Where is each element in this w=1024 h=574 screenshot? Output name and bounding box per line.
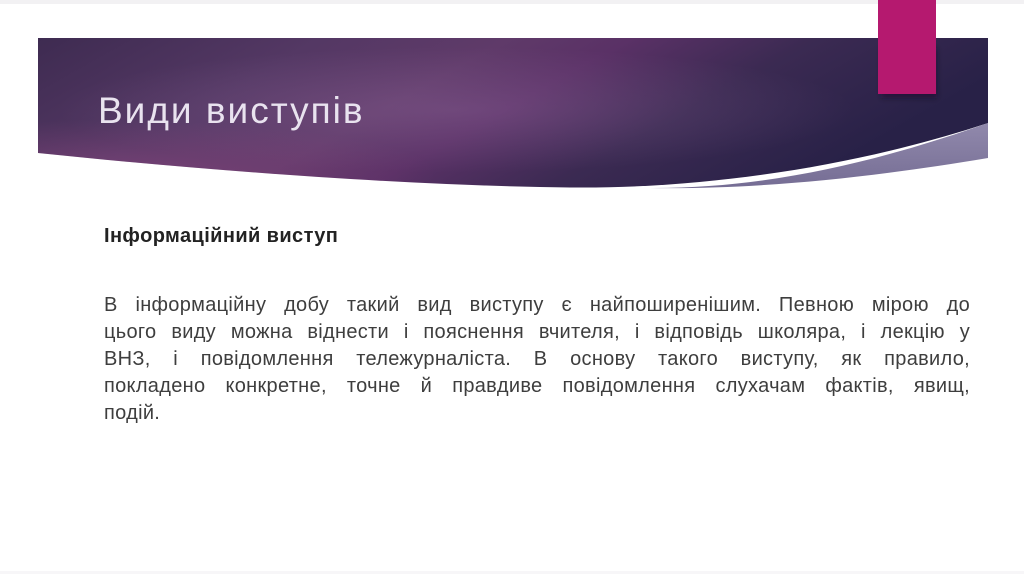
paragraph-line: подій. [104,402,161,424]
paragraph-line: В інформаційну добу такий вид виступу є найпоширенішим. Певною мірою до [104,294,970,316]
paragraph-line: цього виду можна віднести і пояснення вчителя, і відповідь школяра, і лекцію у [104,321,970,343]
content-heading: Інформаційний виступ [104,225,339,247]
body-paragraph [104,292,970,427]
paragraph-line: покладено конкретне, точне й правдиве повідомлення слухачам фактів, явищ, [104,375,970,397]
slide-title: Види виступів [98,90,365,131]
accent-rectangle [878,0,936,94]
paragraph-line: ВНЗ, і повідомлення тележурналіста. В основу такого виступу, як правило, [104,348,970,370]
